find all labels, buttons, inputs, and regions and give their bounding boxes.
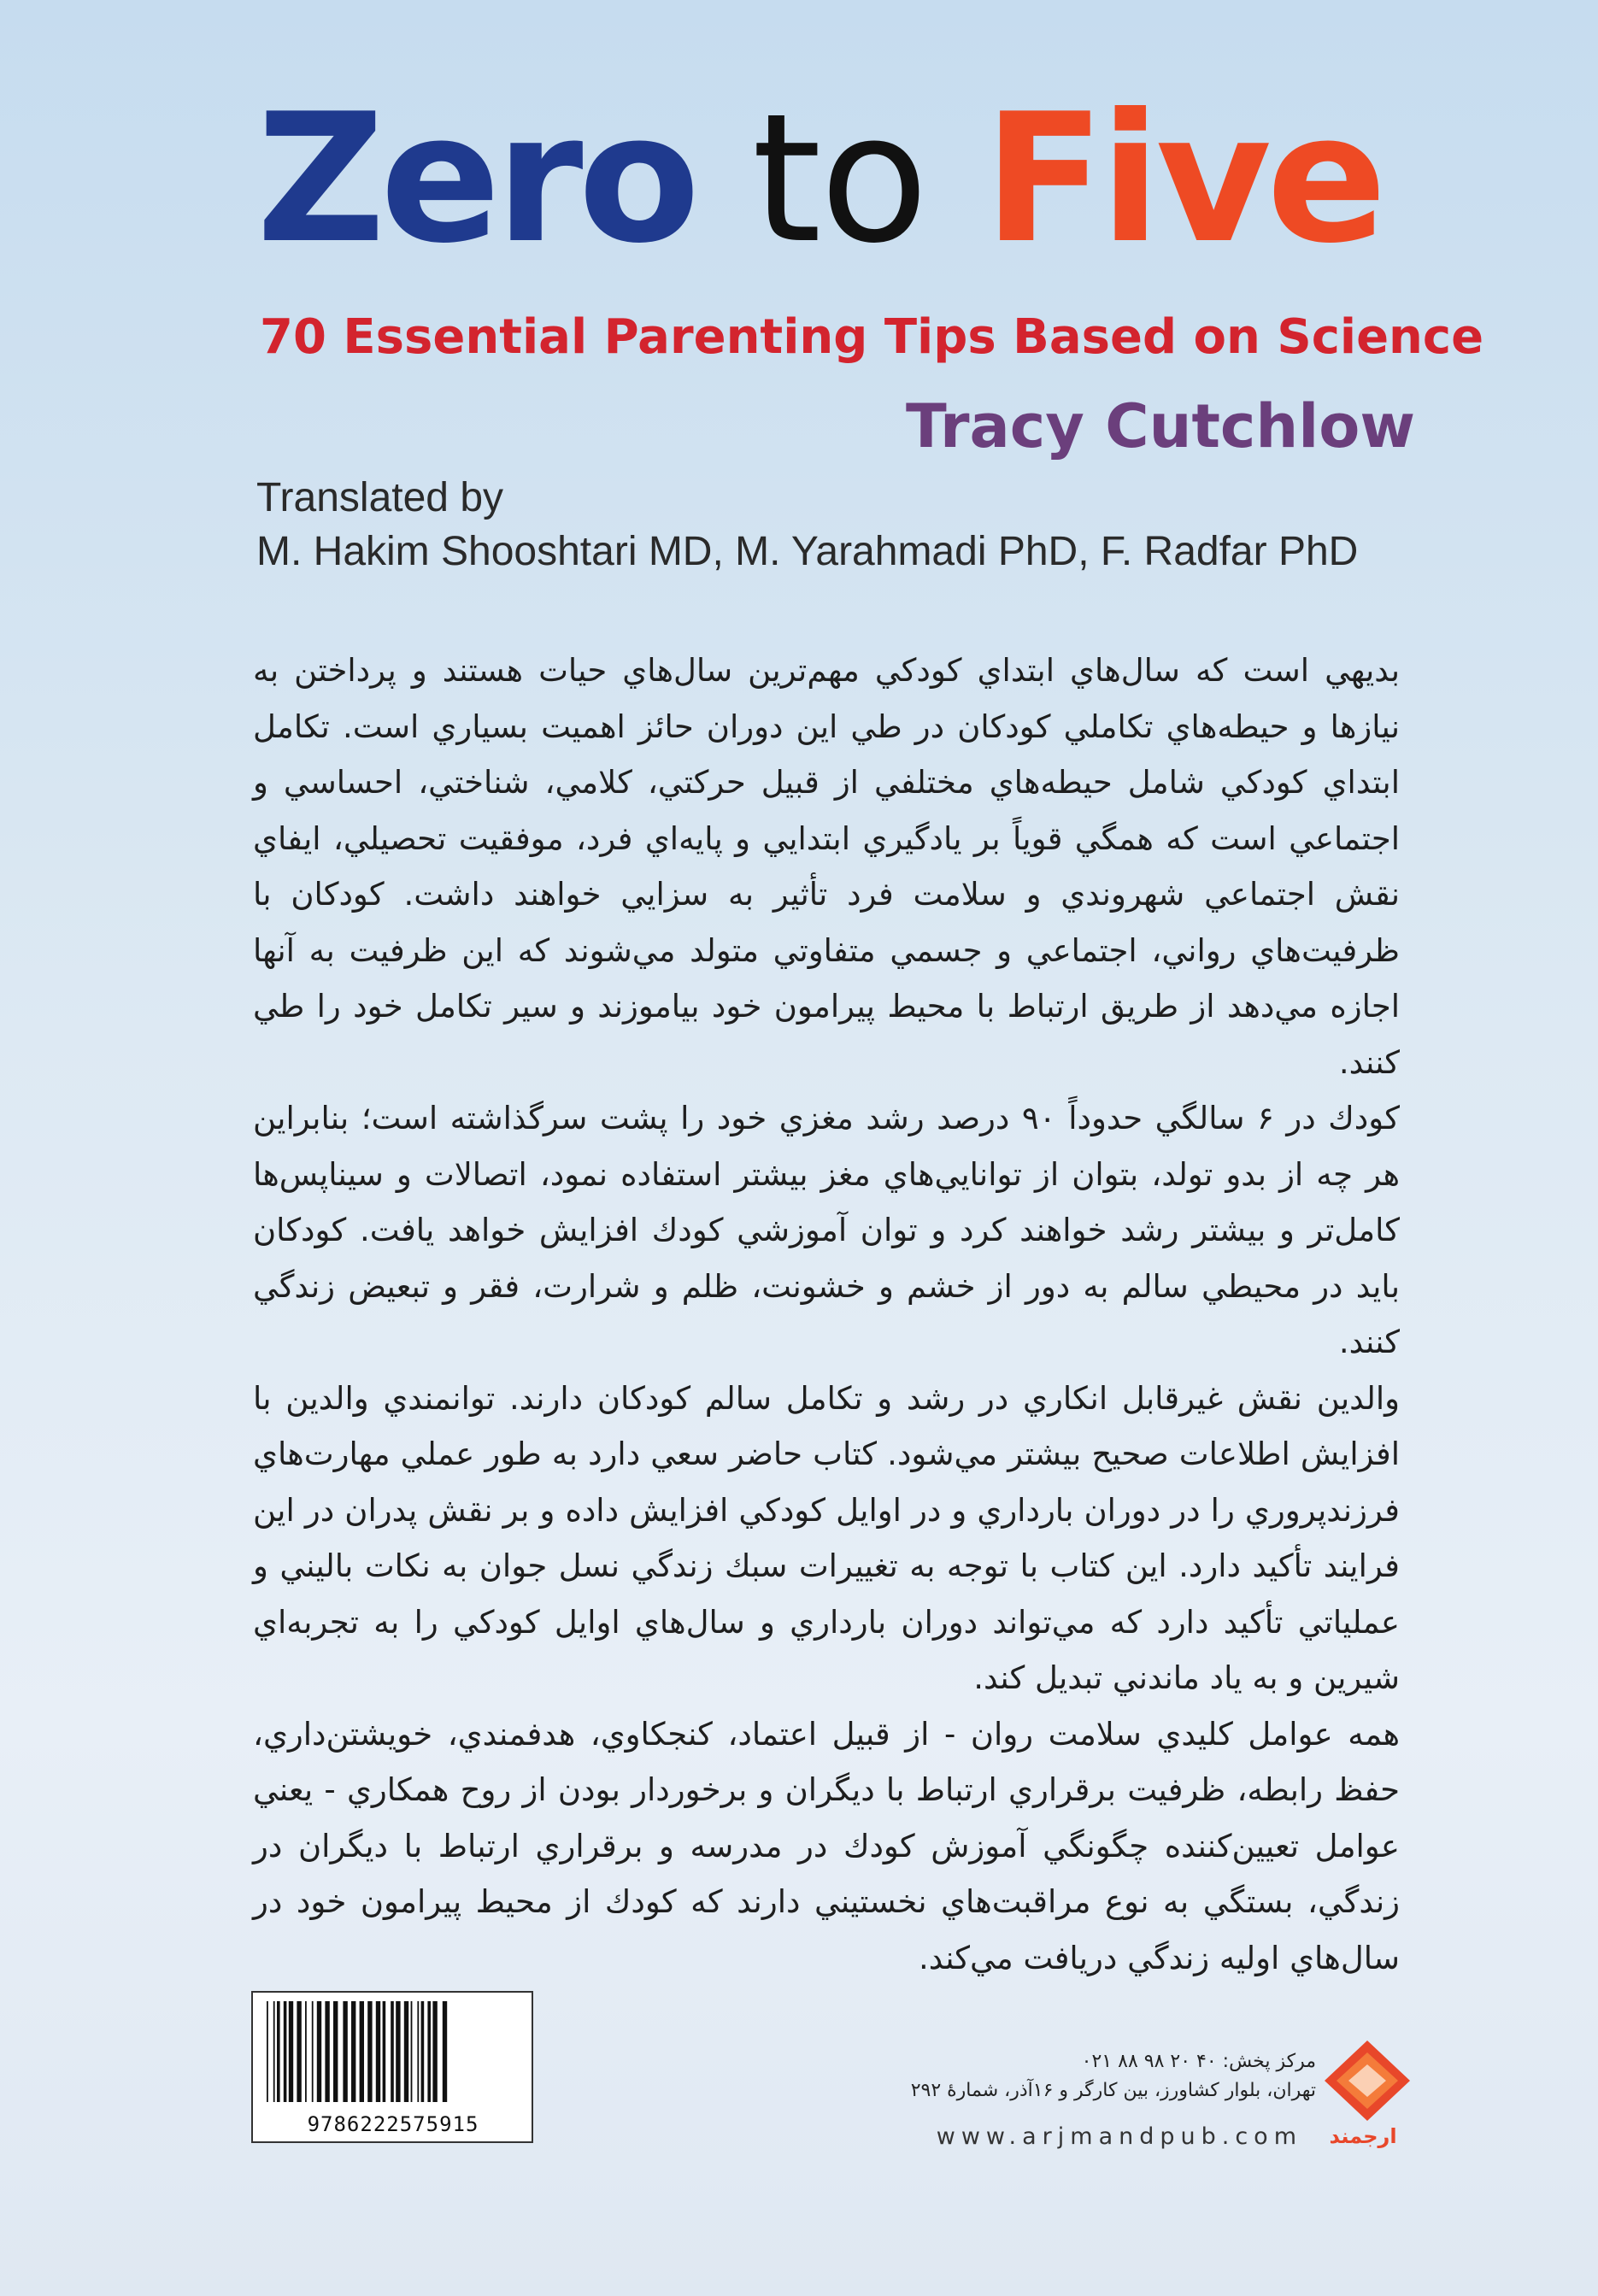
paragraph-4: همه عوامل كليدي سلامت روان - از قبيل اعتماد، كنجكاوي، هدفمندي، خويشتن‌داري، حفظ رابطه، ظرفيت برقراري ارتباط با ديگران و برخوردار بودن از روح همكاري - يعني عوامل تعيين‌كننده چگونگي آموزش كودك در مدرسه و برقراري ارتباط با ديگران در زندگي، بستگي به نوع مراقبت‌هاي نخستيني دارند كه كودك از محيط پيرامون خود در سال‌هاي اوليه زندگي دريافت مي‌كند.: [253, 1715, 1400, 1976]
publisher-info: [769, 2047, 1316, 2105]
isbn-digits: 9786222575915: [307, 2112, 479, 2136]
title-five: Five: [984, 76, 1383, 283]
paragraph-3: والدين نقش غيرقابل انكاري در رشد و تكامل سالم كودكان دارند. توانمندي والدين با افزايش اطلاعات صحيح بيشتر مي‌شود. كتاب حاضر سعي دارد به طور عملي مهارت‌هاي فرزندپروري را در دوران بارداري و در اوايل كودكي افزايش داده و بر نقش پدران در اين فرايند تأكيد دارد. اين كتاب با توجه به تغييرات سبك زندگي نسل جوان به نكات باليني و عملياتي تأكيد دارد كه مي‌تواند دوران بارداري و سال‌هاي اوايل كودكي را به تجربه‌اي شيرين و به ياد ماندني تبديل كند.: [253, 1379, 1400, 1696]
translated-by-label: Translated by: [256, 475, 504, 520]
paragraph-2: كودك در ۶ سالگي حدوداً ۹۰ درصد رشد مغزي خود را پشت سرگذاشته است؛ بنابراين هر چه از بدو تولد، بتوان از توانايي‌هاي مغز بيشتر استفاده نمود، اتصالات و سيناپس‌ها كامل‌تر و بيشتر رشد خواهند كرد و توان آموزشي كودك افزايش خواهد يافت. كودكان بايد در محيطي سالم به دور از خشم و خشونت، ظلم و شرارت، فقر و تبعيض زندگي كنند.: [253, 1100, 1401, 1360]
publisher-website: www.arjmandpub.com: [936, 2123, 1302, 2150]
publisher-name: ارجمند: [1329, 2124, 1397, 2148]
translators-list: M. Hakim Shooshtari MD, M. Yarahmadi PhD, F. Radfar PhD: [256, 529, 1359, 574]
publisher-address: تهران، بلوار كشاورز، بين كارگر و ۱۶آذر، شمارهٔ ۲۹۲: [910, 2080, 1316, 2101]
title-to: to: [751, 76, 927, 283]
distribution-phone: مركز پخش: ۴۰ ۲۰ ۹۸ ۸۸ ۰۲۱: [1081, 2051, 1316, 2072]
barcode-bars-icon: [263, 2001, 525, 2102]
author-name: Tracy Cutchlow: [905, 391, 1415, 461]
book-title: [256, 76, 1453, 283]
description-text: [253, 643, 1400, 1986]
isbn-barcode: [251, 1991, 533, 2143]
paragraph-1: بديهي است كه سال‌هاي ابتداي كودكي مهم‌ترين سال‌هاي حيات هستند و پرداختن به نيازها و حيطه‌هاي تكاملي كودكان در طي اين دوران حائز اهميت بسياري است. تكامل ابتداي كودكي شامل حيطه‌هاي مختلفي از قبيل حركتي، كلامي، شناختي، احساسي و اجتماعي است كه همگي قوياً بر يادگيري ابتدايي و پايه‌اي فرد، موفقيت تحصيلي، ايفاي نقش اجتماعي شهروندي و سلامت فرد تأثير به سزايي خواهند داشت. كودكان با ظرفيت‌هاي رواني، اجتماعي و جسمي متفاوتي متولد مي‌شوند كه اين ظرفيت به آنها اجازه مي‌دهد از طريق ارتباط با محيط پيرامون خود بياموزند و سير تكامل خود را طي كنند.: [253, 652, 1400, 1081]
book-subtitle: 70 Essential Parenting Tips Based on Science: [260, 309, 1484, 365]
title-zero: Zero: [256, 76, 696, 283]
